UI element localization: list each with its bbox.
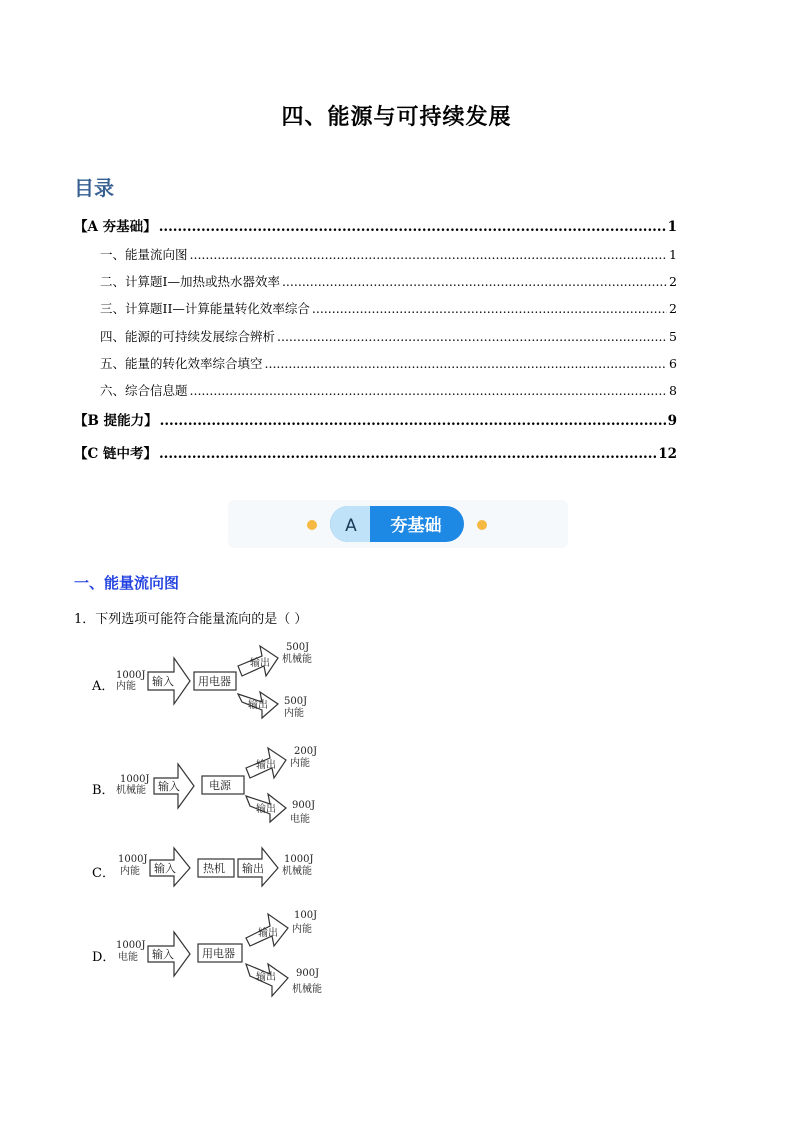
a-out2-label: 输出 — [248, 700, 268, 711]
a-input-label: 输入 — [152, 675, 174, 688]
toc-page: 1 — [669, 247, 677, 262]
a-out1-type: 机械能 — [282, 654, 312, 665]
toc-entry-3[interactable] — [100, 299, 677, 317]
d-out1-type: 内能 — [292, 924, 312, 935]
d-in-type: 电能 — [118, 952, 138, 963]
toc-label: 六、综合信息题 — [100, 383, 188, 398]
toc-label: 四、能源的可持续发展综合辨析 — [100, 329, 276, 344]
toc-leader — [159, 446, 656, 462]
page-title: 四、能源与可持续发展 — [281, 105, 512, 130]
d-out2-amount: 900J — [296, 968, 320, 979]
d-out2-label: 输出 — [256, 972, 276, 983]
a-in-type: 内能 — [116, 681, 136, 692]
toc-label: 【C 链中考】 — [74, 446, 157, 462]
toc-leader — [160, 413, 666, 429]
a-out1-label: 输出 — [250, 658, 270, 669]
toc-page: 8 — [669, 383, 677, 398]
option-b-letter[interactable]: B． — [92, 783, 115, 798]
toc-page: 6 — [669, 356, 677, 371]
toc-entry-b[interactable] — [74, 409, 677, 429]
d-device: 用电器 — [202, 947, 235, 960]
b-out2-amount: 900J — [292, 800, 316, 811]
c-out-type: 机械能 — [282, 866, 312, 877]
c-input-label: 输入 — [154, 862, 176, 875]
b-in-amount: 1000J — [120, 774, 150, 785]
toc-leader — [190, 383, 668, 398]
toc-heading: 目录 — [74, 176, 114, 200]
toc-leader — [159, 219, 666, 235]
b-device: 电源 — [209, 779, 231, 792]
c-in-type: 内能 — [120, 866, 140, 877]
toc-leader — [282, 274, 667, 289]
option-d-diagram[interactable] — [112, 904, 342, 1008]
option-c-diagram[interactable] — [112, 842, 342, 896]
toc-label: 二、计算题I—加热或热水器效率 — [100, 274, 280, 289]
toc-entry-1[interactable] — [100, 245, 677, 263]
banner-text: 夯基础 — [390, 516, 442, 536]
option-b-diagram[interactable] — [112, 740, 342, 834]
a-out2-type: 内能 — [284, 708, 304, 719]
toc-entry-c[interactable] — [74, 442, 677, 462]
b-out1-type: 内能 — [290, 758, 310, 769]
d-input-label: 输入 — [152, 948, 174, 961]
c-output-label: 输出 — [242, 862, 264, 875]
a-out1-amount: 500J — [286, 642, 310, 653]
toc-label: 【B 提能力】 — [74, 413, 158, 429]
toc-entry-5[interactable] — [100, 354, 677, 372]
d-in-amount: 1000J — [116, 940, 146, 951]
section-title: 一、能量流向图 — [74, 574, 180, 592]
toc-label: 一、能量流向图 — [100, 247, 188, 262]
toc-page: 1 — [667, 219, 677, 235]
toc-label: 【A 夯基础】 — [74, 219, 157, 235]
a-in-amount: 1000J — [116, 670, 146, 681]
toc-entry-4[interactable] — [100, 327, 677, 345]
toc-leader — [277, 329, 667, 344]
a-out2-amount: 500J — [284, 696, 308, 707]
toc-page: 9 — [667, 413, 677, 429]
toc-page: 5 — [669, 329, 677, 344]
b-input-label: 输入 — [158, 780, 180, 793]
toc-label: 五、能量的转化效率综合填空 — [100, 356, 263, 371]
d-out1-amount: 100J — [294, 910, 318, 921]
b-out2-label: 输出 — [256, 804, 276, 815]
section-banner — [228, 498, 568, 550]
option-a-letter[interactable]: A． — [92, 679, 115, 694]
toc-label: 三、计算题II—计算能量转化效率综合 — [100, 301, 310, 316]
banner-letter: A — [345, 516, 357, 536]
banner-dot-right — [477, 520, 487, 530]
d-out2-type: 机械能 — [292, 984, 322, 995]
option-d-letter[interactable]: D． — [92, 950, 116, 965]
toc-leader — [312, 301, 667, 316]
b-out1-label: 输出 — [256, 760, 276, 771]
banner-dot-left — [307, 520, 317, 530]
c-device: 热机 — [203, 862, 225, 875]
option-c-letter[interactable]: C． — [92, 866, 115, 881]
d-out1-label: 输出 — [258, 928, 278, 939]
toc-leader — [265, 356, 668, 371]
toc-page: 12 — [658, 446, 677, 462]
c-in-amount: 1000J — [118, 854, 148, 865]
question-1: 1．下列选项可能符合能量流向的是（ ） — [74, 612, 308, 627]
toc-entry-2[interactable] — [100, 272, 677, 290]
toc-page: 2 — [669, 301, 677, 316]
option-a-diagram[interactable] — [112, 636, 342, 730]
b-out2-type: 电能 — [290, 814, 310, 825]
b-in-type: 机械能 — [116, 785, 146, 796]
toc-leader — [190, 247, 668, 262]
a-device: 用电器 — [198, 675, 231, 688]
toc-entry-a[interactable] — [74, 215, 677, 235]
toc-page: 2 — [669, 274, 677, 289]
toc-entry-6[interactable] — [100, 381, 677, 399]
b-out1-amount: 200J — [294, 746, 318, 757]
c-out-amount: 1000J — [284, 854, 314, 865]
